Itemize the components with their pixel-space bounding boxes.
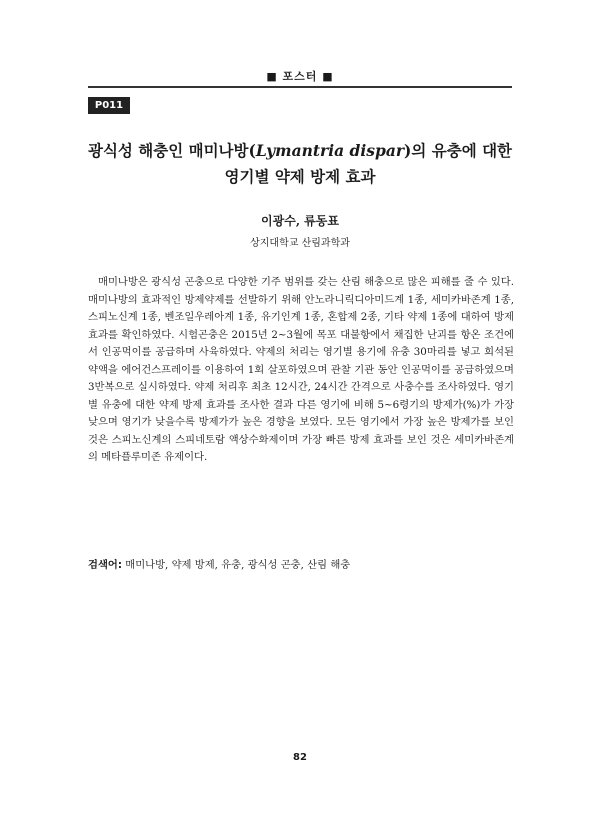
page-number: 82 — [293, 752, 307, 763]
affiliation: 상지대학교 산림과학과 — [250, 238, 350, 249]
poster-id-badge: P011 — [88, 97, 130, 114]
title-line-1 — [70, 138, 530, 164]
title-line-2: 영기별 약제 방제 효과 — [224, 167, 376, 186]
abstract-body: 매미나방은 광식성 곤충으로 다양한 기주 범위를 갖는 산림 해충으로 많은 피해를 줄 수 있다. 매미나방의 효과적인 방제약제를 선발하기 위해 안노라니릭디아미드계 1종, 세미카바존계 1종, 스피노신계 1종, 벤조일우레아계 1종, 유기인계 1종, 혼합제 2종, 기타 약제 1종에 대하여 방제 효과를 확인하였다. 시험곤충은 2015년 2~3월에 목포 대불항에서 채집한 난괴를 항온 조건에서 인공먹이를 공급하며 사육하였다. 약제의 처리는 영기별 용기에 유충 30마리를 넣고 희석된 약액을 에어건스프레이를 이용하여 1회 살포하였으며 관찰 기관 동안 인공먹이를 공급하였으며 3반복으로 실시하였다. 약제 처리후 최초 12시간, 24시간 간격으로 사충수를 조사하였다. 영기별 유충에 대한 약제 방제 효과를 조사한 결과 다른 영기에 비해 5~6령기의 방제가(%)가 가장 낮으며 영기가 낮을수록 방제가가 높은 경향을 보였다. 모든 영기에서 가장 높은 방제가를 보인 것은 스피노신계의 스피네토람 액상수화제이며 가장 빠른 방제 효과를 보인 것은 세미카바존계의 메타플루미존 유제이다. — [88, 276, 514, 463]
keywords-label: 검색어: — [88, 559, 122, 571]
title-species-name: Lymantria dispar — [255, 141, 405, 160]
author-separator: , — [295, 214, 305, 228]
section-header: ■ 포스터 ■ — [266, 70, 334, 83]
header-rule — [88, 86, 512, 88]
keywords — [88, 556, 514, 571]
keywords-text: 매미나방, 약제 방제, 유충, 광식성 곤충, 산림 해충 — [121, 559, 351, 571]
title-part-pre: 광식성 해충인 매미나방( — [87, 141, 256, 160]
author-list — [0, 212, 600, 229]
author-second: 류동표 — [304, 214, 339, 228]
paper-title — [70, 138, 530, 190]
title-part-post: )의 유충에 대한 — [404, 141, 513, 160]
author-first: 이광수 — [261, 214, 296, 228]
